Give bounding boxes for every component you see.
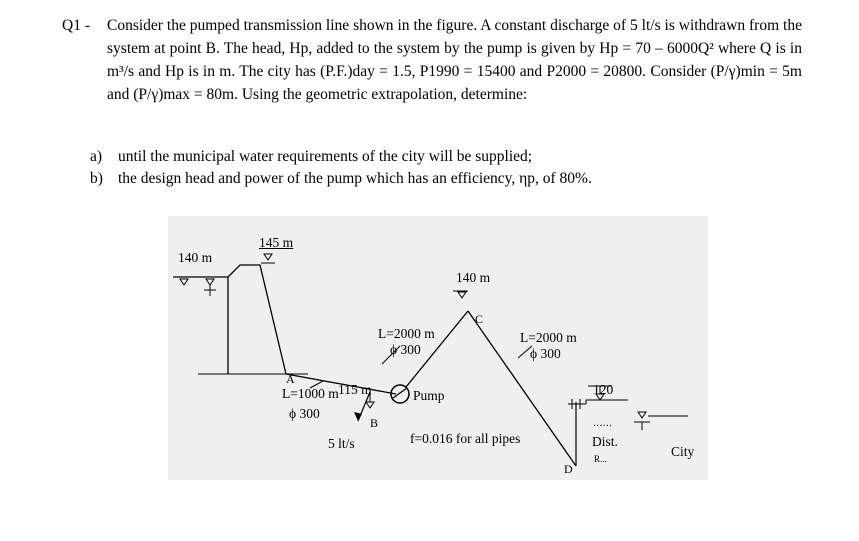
- pipe-ac-length-label: L=2000 m: [378, 326, 435, 341]
- dam-outline: [228, 265, 286, 374]
- point-c-marker: [458, 292, 466, 298]
- pipe-ac-diameter-label: ϕ 300: [390, 342, 421, 357]
- dam-level-marker: [264, 254, 272, 260]
- point-b-label: B: [370, 416, 379, 430]
- pump-arrow: [393, 388, 407, 398]
- question-block: [62, 14, 802, 106]
- pipe-cd-length-label: L=2000 m: [520, 330, 577, 345]
- question-number: Q1 -: [62, 17, 90, 34]
- pipe-cd-diameter-label: ϕ 300: [530, 346, 561, 361]
- task-item: [90, 168, 790, 190]
- distribution-label: Dist.: [592, 434, 618, 449]
- tank-hatch: ......: [593, 418, 613, 429]
- city-label: City: [671, 444, 695, 459]
- point-b-elevation-label: 115 m: [338, 382, 372, 397]
- pipe-ab-length-label: L=1000 m: [282, 386, 339, 401]
- tank-elevation-label: 120: [593, 382, 614, 397]
- task-text: the design head and power of the pump which has an efficiency, ηp, of 80%.: [118, 170, 592, 187]
- task-letter: a): [90, 148, 103, 165]
- question-text: Consider the pumped transmission line shown in the figure. A constant discharge of 5 lt/s is withdrawn from the system at point B. The head, Hp, added to the system by the pump is given by Hp = 70 – 6000Q² where Q is in m³/s and Hp is in m. The city has (P.F.)day = 1.5, P1990 = 15400 and P2000 = 20800. Consider (P/γ)min = 5m and (P/γ)max = 80m. Using the geometric extrapolation, determine:: [107, 17, 802, 103]
- water-level-marker: [206, 279, 214, 285]
- dam-top-label: 145 m: [259, 235, 294, 250]
- point-c-elevation-label: 140 m: [456, 270, 491, 285]
- point-d-label: D: [564, 462, 573, 476]
- pipeline-figure: [168, 216, 708, 480]
- water-level-marker: [180, 279, 188, 285]
- point-a-label: A: [286, 372, 295, 386]
- pipe-ab-diameter-label: ϕ 300: [289, 406, 320, 421]
- city-level-marker: [638, 412, 646, 418]
- tank-top: [586, 400, 628, 404]
- task-text: until the municipal water requirements of the city will be supplied;: [118, 148, 533, 165]
- task-item: [90, 146, 790, 168]
- reservoir-level-label: 140 m: [178, 250, 213, 265]
- withdrawal-label: 5 lt/s: [328, 436, 355, 451]
- friction-label: f=0.016 for all pipes: [410, 431, 521, 446]
- point-c-label: C: [475, 312, 484, 326]
- task-list: [90, 146, 790, 190]
- distribution-sub-label: R...: [594, 454, 607, 464]
- pump-label: Pump: [413, 388, 445, 403]
- point-b-marker: [366, 402, 374, 408]
- task-letter: b): [90, 170, 103, 187]
